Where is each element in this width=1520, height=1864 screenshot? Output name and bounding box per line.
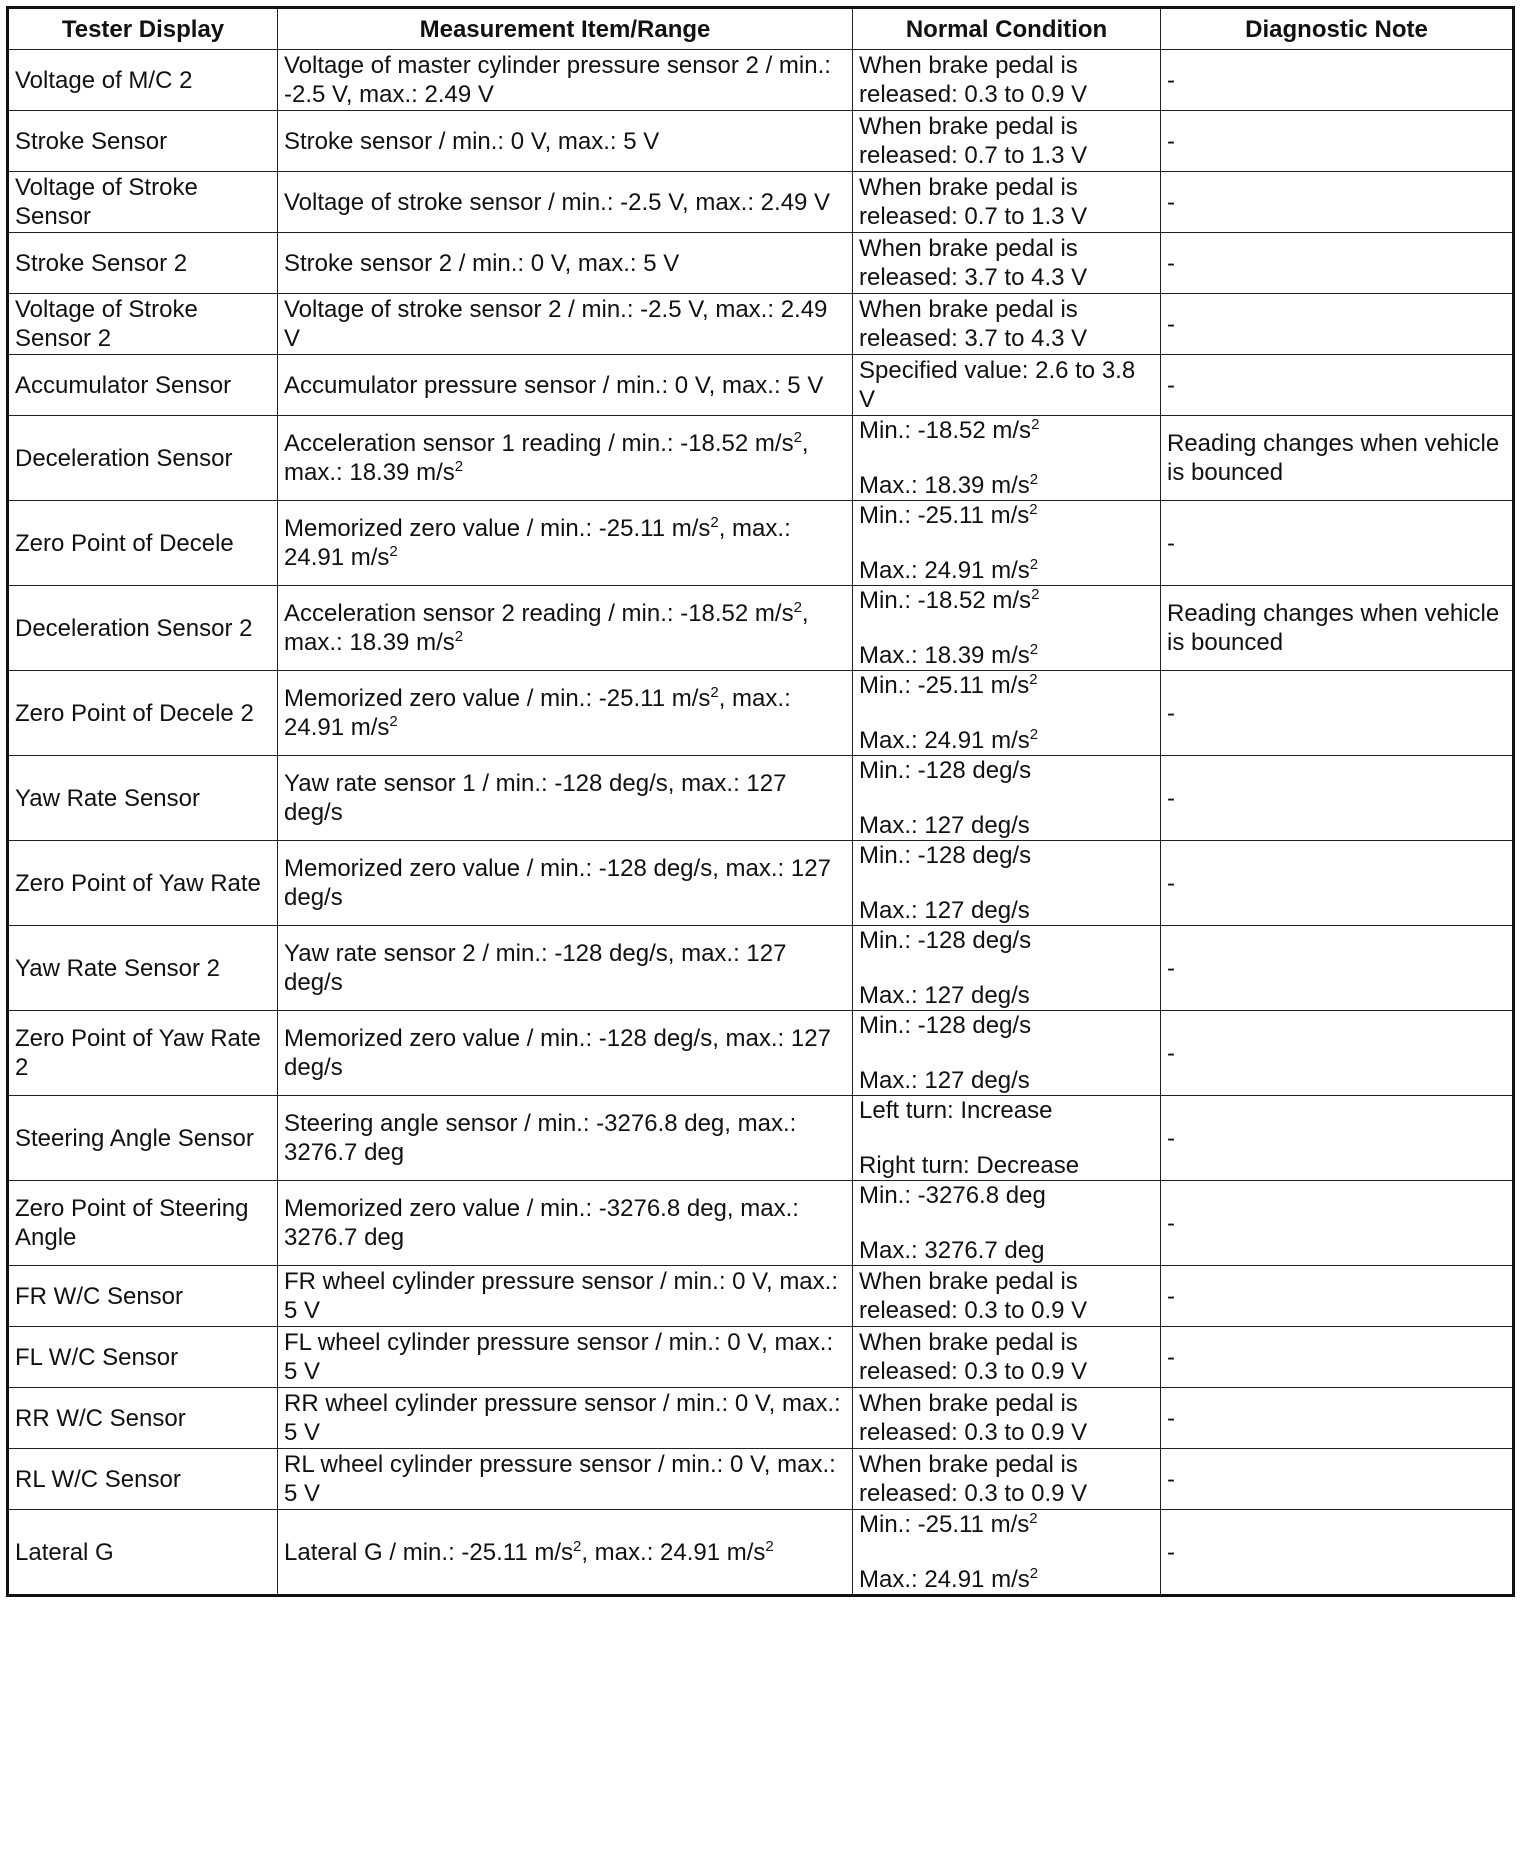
tester-display-cell: Zero Point of Yaw Rate 2 bbox=[8, 1011, 278, 1096]
measurement-range-cell: Accumulator pressure sensor / min.: 0 V, max.: 5 V bbox=[278, 355, 853, 416]
table-body bbox=[8, 50, 1514, 1596]
header-diagnostic-note: Diagnostic Note bbox=[1161, 8, 1514, 50]
measurement-range-cell: Memorized zero value / min.: -128 deg/s, max.: 127 deg/s bbox=[278, 841, 853, 926]
condition-line-2: Max.: 24.91 $m/s^2$ bbox=[859, 726, 1039, 754]
tester-display-cell: RL W/C Sensor bbox=[8, 1449, 278, 1510]
diagnostic-note-cell: - bbox=[1161, 501, 1514, 586]
normal-condition-cell: When brake pedal is released: 3.7 to 4.3 V bbox=[853, 233, 1161, 294]
normal-condition-cell bbox=[853, 1181, 1161, 1266]
tester-display-cell: Yaw Rate Sensor bbox=[8, 756, 278, 841]
condition-line-2: Max.: 127 deg/s bbox=[859, 1067, 1030, 1094]
tester-display-cell: Voltage of Stroke Sensor bbox=[8, 172, 278, 233]
tester-display-cell: FR W/C Sensor bbox=[8, 1266, 278, 1327]
normal-condition-cell bbox=[853, 1096, 1161, 1181]
tester-display-cell: Deceleration Sensor bbox=[8, 416, 278, 501]
data-list-table bbox=[6, 6, 1515, 1597]
tester-display-cell: Stroke Sensor bbox=[8, 111, 278, 172]
tester-display-cell: Voltage of Stroke Sensor 2 bbox=[8, 294, 278, 355]
normal-condition-cell: When brake pedal is released: 0.7 to 1.3 V bbox=[853, 172, 1161, 233]
table-row bbox=[8, 671, 1514, 756]
table-row bbox=[8, 926, 1514, 1011]
condition-line-2: Max.: 24.91 $m/s^2$ bbox=[859, 1565, 1039, 1593]
tester-display-cell: Lateral G bbox=[8, 1510, 278, 1596]
condition-line-2: Right turn: Decrease bbox=[859, 1152, 1080, 1179]
table-row bbox=[8, 1096, 1514, 1181]
condition-line-2: Max.: 18.39 $m/s^2$ bbox=[859, 641, 1039, 669]
normal-condition-cell: Specified value: 2.6 to 3.8 V bbox=[853, 355, 1161, 416]
diagnostic-note-cell: - bbox=[1161, 1510, 1514, 1596]
tester-display-cell: Zero Point of Steering Angle bbox=[8, 1181, 278, 1266]
condition-line-1: Min.: -3276.8 deg bbox=[859, 1182, 1046, 1209]
measurement-range-cell: FR wheel cylinder pressure sensor / min.: 0 V, max.: 5 V bbox=[278, 1266, 853, 1327]
diagnostic-note-cell: - bbox=[1161, 926, 1514, 1011]
diagnostic-note-cell: - bbox=[1161, 1181, 1514, 1266]
condition-line-1: Min.: -18.52 $m/s^2$ bbox=[859, 586, 1040, 614]
table-row bbox=[8, 1181, 1514, 1266]
measurement-range-cell: Yaw rate sensor 2 / min.: -128 deg/s, max.: 127 deg/s bbox=[278, 926, 853, 1011]
measurement-range-cell: Voltage of stroke sensor 2 / min.: -2.5 V, max.: 2.49 V bbox=[278, 294, 853, 355]
normal-condition-cell bbox=[853, 756, 1161, 841]
normal-condition-cell bbox=[853, 1011, 1161, 1096]
condition-line-2: Max.: 3276.7 deg bbox=[859, 1237, 1045, 1264]
diagnostic-note-cell: Reading changes when vehicle is bounced bbox=[1161, 586, 1514, 671]
table-row bbox=[8, 586, 1514, 671]
diagnostic-note-cell: - bbox=[1161, 1096, 1514, 1181]
normal-condition-cell: When brake pedal is released: 0.3 to 0.9 V bbox=[853, 1449, 1161, 1510]
table-row bbox=[8, 416, 1514, 501]
condition-line-1: Min.: -128 deg/s bbox=[859, 927, 1032, 954]
diagnostic-note-cell: - bbox=[1161, 172, 1514, 233]
tester-display-cell: FL W/C Sensor bbox=[8, 1327, 278, 1388]
table-row bbox=[8, 501, 1514, 586]
table-row bbox=[8, 1510, 1514, 1596]
header-measurement-item: Measurement Item/Range bbox=[278, 8, 853, 50]
condition-line-1: Min.: -128 deg/s bbox=[859, 1012, 1032, 1039]
condition-line-1: Min.: -128 deg/s bbox=[859, 842, 1032, 869]
tester-display-cell: Deceleration Sensor 2 bbox=[8, 586, 278, 671]
condition-line-2: Max.: 127 deg/s bbox=[859, 812, 1030, 839]
diagnostic-note-cell: - bbox=[1161, 294, 1514, 355]
measurement-range-cell: RR wheel cylinder pressure sensor / min.: 0 V, max.: 5 V bbox=[278, 1388, 853, 1449]
condition-line-2: Max.: 127 deg/s bbox=[859, 982, 1030, 1009]
measurement-range-cell: RL wheel cylinder pressure sensor / min.: 0 V, max.: 5 V bbox=[278, 1449, 853, 1510]
table-row bbox=[8, 841, 1514, 926]
condition-line-1: Min.: -18.52 $m/s^2$ bbox=[859, 416, 1040, 444]
measurement-range-cell: Steering angle sensor / min.: -3276.8 deg, max.: 3276.7 deg bbox=[278, 1096, 853, 1181]
diagnostic-note-cell: - bbox=[1161, 50, 1514, 111]
measurement-range-cell: Acceleration sensor 2 reading / min.: -18.52 $m/s^2$, max.: 18.39 $m/s^2$ bbox=[278, 586, 853, 671]
measurement-range-cell: Memorized zero value / min.: -3276.8 deg, max.: 3276.7 deg bbox=[278, 1181, 853, 1266]
table-row bbox=[8, 1327, 1514, 1388]
table-row bbox=[8, 756, 1514, 841]
normal-condition-cell bbox=[853, 841, 1161, 926]
normal-condition-cell: When brake pedal is released: 0.3 to 0.9 V bbox=[853, 1327, 1161, 1388]
measurement-range-cell: Acceleration sensor 1 reading / min.: -18.52 $m/s^2$, max.: 18.39 $m/s^2$ bbox=[278, 416, 853, 501]
diagnostic-note-cell: - bbox=[1161, 671, 1514, 756]
table-row bbox=[8, 233, 1514, 294]
tester-display-cell: Stroke Sensor 2 bbox=[8, 233, 278, 294]
diagnostic-note-cell: - bbox=[1161, 756, 1514, 841]
diagnostic-note-cell: - bbox=[1161, 1388, 1514, 1449]
diagnostic-note-cell: - bbox=[1161, 355, 1514, 416]
diagnostic-note-cell: Reading changes when vehicle is bounced bbox=[1161, 416, 1514, 501]
measurement-range-cell: Lateral G / min.: -25.11 $m/s^2$, max.: 24.91 $m/s^2$ bbox=[278, 1510, 853, 1596]
tester-display-cell: Steering Angle Sensor bbox=[8, 1096, 278, 1181]
normal-condition-cell: When brake pedal is released: 0.3 to 0.9 V bbox=[853, 1388, 1161, 1449]
measurement-range-cell: Stroke sensor 2 / min.: 0 V, max.: 5 V bbox=[278, 233, 853, 294]
measurement-range-cell: Memorized zero value / min.: -25.11 $m/s^2$, max.: 24.91 $m/s^2$ bbox=[278, 501, 853, 586]
table-row bbox=[8, 1449, 1514, 1510]
table-row bbox=[8, 172, 1514, 233]
normal-condition-cell bbox=[853, 501, 1161, 586]
measurement-range-cell: Yaw rate sensor 1 / min.: -128 deg/s, max.: 127 deg/s bbox=[278, 756, 853, 841]
normal-condition-cell bbox=[853, 586, 1161, 671]
normal-condition-cell: When brake pedal is released: 0.3 to 0.9 V bbox=[853, 50, 1161, 111]
tester-display-cell: Voltage of M/C 2 bbox=[8, 50, 278, 111]
diagnostic-note-cell: - bbox=[1161, 1327, 1514, 1388]
table-row bbox=[8, 50, 1514, 111]
tester-display-cell: RR W/C Sensor bbox=[8, 1388, 278, 1449]
table-row bbox=[8, 1388, 1514, 1449]
table-row bbox=[8, 355, 1514, 416]
normal-condition-cell: When brake pedal is released: 0.7 to 1.3 V bbox=[853, 111, 1161, 172]
condition-line-1: Min.: -25.11 $m/s^2$ bbox=[859, 1510, 1038, 1538]
header-row bbox=[8, 8, 1514, 50]
tester-display-cell: Yaw Rate Sensor 2 bbox=[8, 926, 278, 1011]
measurement-range-cell: Stroke sensor / min.: 0 V, max.: 5 V bbox=[278, 111, 853, 172]
diagnostic-note-cell: - bbox=[1161, 1266, 1514, 1327]
table-row bbox=[8, 1266, 1514, 1327]
condition-line-1: Min.: -25.11 $m/s^2$ bbox=[859, 671, 1038, 699]
header-normal-condition: Normal Condition bbox=[853, 8, 1161, 50]
measurement-range-cell: Memorized zero value / min.: -25.11 $m/s^2$, max.: 24.91 $m/s^2$ bbox=[278, 671, 853, 756]
condition-line-2: Max.: 24.91 $m/s^2$ bbox=[859, 556, 1039, 584]
condition-line-2: Max.: 127 deg/s bbox=[859, 897, 1030, 924]
diagnostic-note-cell: - bbox=[1161, 841, 1514, 926]
normal-condition-cell bbox=[853, 1510, 1161, 1596]
normal-condition-cell bbox=[853, 671, 1161, 756]
condition-line-1: Min.: -128 deg/s bbox=[859, 757, 1032, 784]
table-row bbox=[8, 294, 1514, 355]
measurement-range-cell: Voltage of stroke sensor / min.: -2.5 V, max.: 2.49 V bbox=[278, 172, 853, 233]
table-row bbox=[8, 1011, 1514, 1096]
diagnostic-note-cell: - bbox=[1161, 1449, 1514, 1510]
condition-line-1: Min.: -25.11 $m/s^2$ bbox=[859, 501, 1038, 529]
tester-display-cell: Accumulator Sensor bbox=[8, 355, 278, 416]
table-row bbox=[8, 111, 1514, 172]
measurement-range-cell: Memorized zero value / min.: -128 deg/s, max.: 127 deg/s bbox=[278, 1011, 853, 1096]
header-tester-display: Tester Display bbox=[8, 8, 278, 50]
normal-condition-cell bbox=[853, 926, 1161, 1011]
tester-display-cell: Zero Point of Decele bbox=[8, 501, 278, 586]
diagnostic-note-cell: - bbox=[1161, 233, 1514, 294]
normal-condition-cell: When brake pedal is released: 3.7 to 4.3 V bbox=[853, 294, 1161, 355]
normal-condition-cell bbox=[853, 416, 1161, 501]
diagnostic-note-cell: - bbox=[1161, 1011, 1514, 1096]
diagnostic-note-cell: - bbox=[1161, 111, 1514, 172]
condition-line-1: Left turn: Increase bbox=[859, 1097, 1053, 1124]
measurement-range-cell: FL wheel cylinder pressure sensor / min.: 0 V, max.: 5 V bbox=[278, 1327, 853, 1388]
normal-condition-cell: When brake pedal is released: 0.3 to 0.9 V bbox=[853, 1266, 1161, 1327]
tester-display-cell: Zero Point of Yaw Rate bbox=[8, 841, 278, 926]
measurement-range-cell: Voltage of master cylinder pressure sensor 2 / min.: -2.5 V, max.: 2.49 V bbox=[278, 50, 853, 111]
tester-display-cell: Zero Point of Decele 2 bbox=[8, 671, 278, 756]
condition-line-2: Max.: 18.39 $m/s^2$ bbox=[859, 471, 1039, 499]
